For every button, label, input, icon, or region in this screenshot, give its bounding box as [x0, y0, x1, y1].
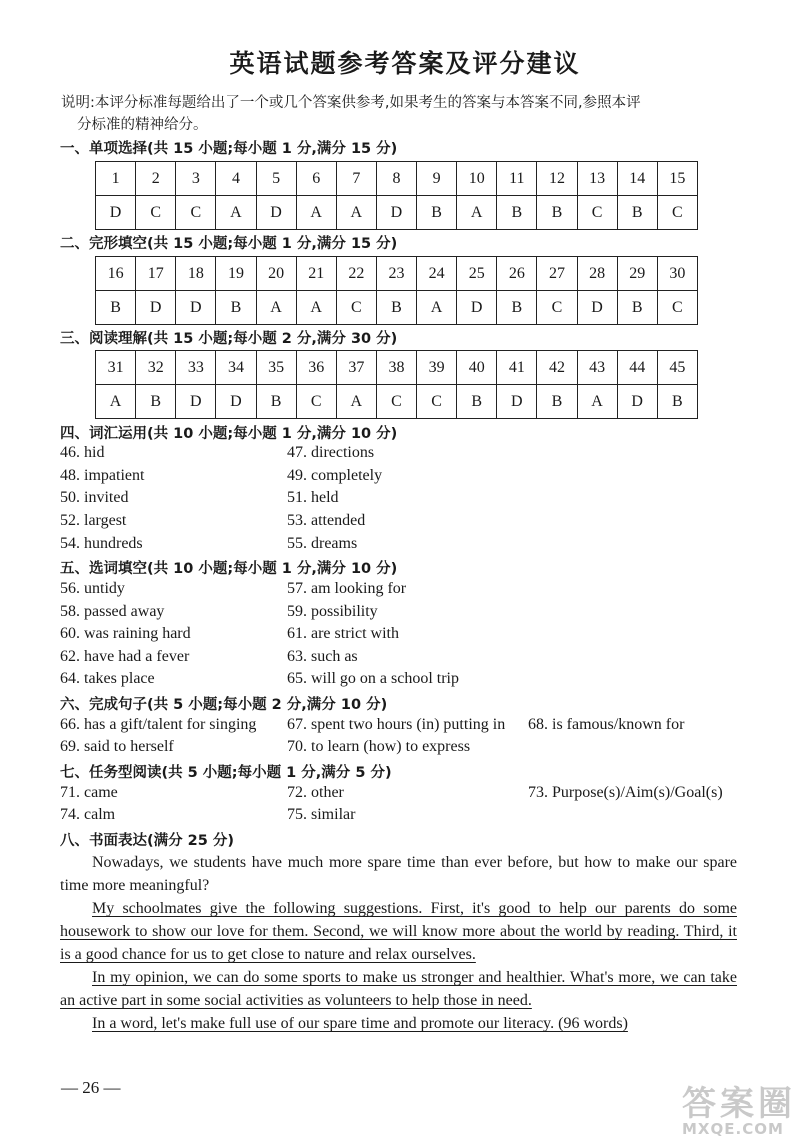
answer-cell: D: [96, 196, 136, 230]
answer-cell: A: [336, 196, 376, 230]
answer-cell: D: [136, 291, 176, 325]
answer-62: 62. have had a fever: [60, 648, 190, 665]
answer-65: 65. will go on a school trip: [287, 670, 459, 687]
answer-cell: A: [216, 196, 256, 230]
answer-cell: D: [617, 385, 657, 419]
question-number-cell: 39: [417, 351, 457, 385]
section3-number-row: [96, 351, 698, 385]
note-line-2: 分标准的精神给分。: [77, 117, 208, 133]
section7-heading: 七、任务型阅读(共 5 小题;每小题 1 分,满分 5 分): [60, 765, 392, 781]
question-number-cell: 4: [216, 162, 256, 196]
section6-heading: 六、完成句子(共 5 小题;每小题 2 分,满分 10 分): [60, 697, 388, 713]
answer-72: 72. other: [287, 784, 344, 801]
question-number-cell: 14: [617, 162, 657, 196]
question-number-cell: 28: [577, 257, 617, 291]
essay-paragraph-1: Nowadays, we students have much more spare time than ever before, but how to make our spare time more meaningful?: [60, 854, 737, 894]
answer-row: [60, 467, 760, 489]
answer-68: 68. is famous/known for: [528, 716, 685, 733]
section2-answer-table: [95, 256, 698, 325]
question-number-cell: 1: [96, 162, 136, 196]
question-number-cell: 36: [296, 351, 336, 385]
question-number-cell: 37: [336, 351, 376, 385]
answer-69: 69. said to herself: [60, 738, 174, 755]
answer-row: [60, 670, 760, 692]
answer-cell: C: [657, 291, 697, 325]
answer-cell: B: [617, 196, 657, 230]
answer-46: 46. hid: [60, 444, 105, 461]
question-number-cell: 12: [537, 162, 577, 196]
answer-row: [60, 489, 760, 511]
question-number-cell: 32: [136, 351, 176, 385]
section3-answer-table: [95, 350, 698, 419]
section4-heading: 四、词汇运用(共 10 小题;每小题 1 分,满分 10 分): [60, 426, 398, 442]
answer-cell: B: [457, 385, 497, 419]
question-number-cell: 13: [577, 162, 617, 196]
answer-59: 59. possibility: [287, 603, 378, 620]
answer-66: 66. has a gift/talent for singing: [60, 716, 257, 733]
question-number-cell: 9: [417, 162, 457, 196]
answer-row: [60, 444, 760, 466]
watermark-logo: [668, 1076, 798, 1138]
section2-number-row: [96, 257, 698, 291]
answer-54: 54. hundreds: [60, 535, 143, 552]
answer-row: [60, 738, 760, 760]
watermark-text: 答案圈: [682, 1084, 796, 1124]
answer-cell: D: [376, 196, 416, 230]
answer-cell: B: [497, 196, 537, 230]
answer-cell: A: [336, 385, 376, 419]
answer-row: [60, 784, 760, 806]
answer-48: 48. impatient: [60, 467, 145, 484]
answer-cell: A: [296, 196, 336, 230]
answer-cell: C: [296, 385, 336, 419]
answer-cell: C: [417, 385, 457, 419]
question-number-cell: 2: [136, 162, 176, 196]
answer-67: 67. spent two hours (in) putting in: [287, 716, 506, 733]
answer-53: 53. attended: [287, 512, 366, 529]
answer-cell: D: [457, 291, 497, 325]
answer-50: 50. invited: [60, 489, 129, 506]
section1-answer-table: [95, 161, 698, 230]
answer-52: 52. largest: [60, 512, 127, 529]
section5-heading: 五、选词填空(共 10 小题;每小题 1 分,满分 10 分): [60, 561, 398, 577]
question-number-cell: 20: [256, 257, 296, 291]
question-number-cell: 21: [296, 257, 336, 291]
essay-paragraph-4-text: In a word, let's make full use of our spare time and promote our literacy. (96 words): [92, 1015, 628, 1032]
answer-cell: C: [376, 385, 416, 419]
answer-cell: B: [417, 196, 457, 230]
answer-56: 56. untidy: [60, 580, 125, 597]
answer-64: 64. takes place: [60, 670, 155, 687]
answer-row: [60, 648, 760, 670]
question-number-cell: 40: [457, 351, 497, 385]
answer-cell: B: [136, 385, 176, 419]
answer-row: [60, 580, 760, 602]
question-number-cell: 5: [256, 162, 296, 196]
question-number-cell: 29: [617, 257, 657, 291]
question-number-cell: 30: [657, 257, 697, 291]
answer-57: 57. am looking for: [287, 580, 407, 597]
question-number-cell: 7: [336, 162, 376, 196]
essay-paragraph-3: [60, 966, 737, 1012]
section8-heading: 八、书面表达(满分 25 分): [60, 833, 235, 849]
question-number-cell: 10: [457, 162, 497, 196]
question-number-cell: 27: [537, 257, 577, 291]
question-number-cell: 19: [216, 257, 256, 291]
section3-heading: 三、阅读理解(共 15 小题;每小题 2 分,满分 30 分): [60, 331, 398, 347]
answer-cell: B: [376, 291, 416, 325]
question-number-cell: 42: [537, 351, 577, 385]
question-number-cell: 11: [497, 162, 537, 196]
question-number-cell: 33: [176, 351, 216, 385]
answer-49: 49. completely: [287, 467, 383, 484]
answer-cell: D: [176, 291, 216, 325]
answer-73: 73. Purpose(s)/Aim(s)/Goal(s): [528, 784, 723, 801]
answer-row: [60, 535, 760, 557]
question-number-cell: 6: [296, 162, 336, 196]
answer-cell: A: [457, 196, 497, 230]
essay-paragraph-2: [60, 897, 737, 966]
question-number-cell: 43: [577, 351, 617, 385]
answer-55: 55. dreams: [287, 535, 358, 552]
scoring-note: [61, 92, 751, 136]
page-number: — 26 —: [61, 1078, 121, 1097]
question-number-cell: 17: [136, 257, 176, 291]
question-number-cell: 18: [176, 257, 216, 291]
answer-70: 70. to learn (how) to express: [287, 738, 471, 755]
question-number-cell: 22: [336, 257, 376, 291]
answer-cell: A: [296, 291, 336, 325]
answer-63: 63. such as: [287, 648, 358, 665]
question-number-cell: 16: [96, 257, 136, 291]
question-number-cell: 23: [376, 257, 416, 291]
essay-paragraph-3-text: In my opinion, we can do some sports to make us stronger and healthier. What's more, we can take an active part in some social activities as volunteers to help those in need.: [60, 969, 737, 1009]
answer-row: [60, 603, 760, 625]
answer-cell: D: [216, 385, 256, 419]
answer-47: 47. directions: [287, 444, 375, 461]
answer-cell: B: [537, 196, 577, 230]
question-number-cell: 3: [176, 162, 216, 196]
answer-row: [60, 806, 760, 828]
answer-cell: B: [256, 385, 296, 419]
answer-cell: A: [577, 385, 617, 419]
question-number-cell: 44: [617, 351, 657, 385]
answer-60: 60. was raining hard: [60, 625, 191, 642]
section2-answer-row: [96, 291, 698, 325]
answer-cell: C: [577, 196, 617, 230]
section1-number-row: [96, 162, 698, 196]
question-number-cell: 24: [417, 257, 457, 291]
answer-74: 74. calm: [60, 806, 116, 823]
answer-row: [60, 716, 760, 738]
answer-cell: B: [537, 385, 577, 419]
answer-cell: C: [537, 291, 577, 325]
answer-61: 61. are strict with: [287, 625, 399, 642]
answer-cell: B: [617, 291, 657, 325]
answer-cell: B: [497, 291, 537, 325]
section1-heading: 一、单项选择(共 15 小题;每小题 1 分,满分 15 分): [60, 141, 398, 157]
answer-cell: A: [256, 291, 296, 325]
answer-75: 75. similar: [287, 806, 356, 823]
section3-answer-row: [96, 385, 698, 419]
essay-paragraph-4: [60, 1012, 737, 1035]
answer-cell: D: [497, 385, 537, 419]
answer-row: [60, 512, 760, 534]
answer-58: 58. passed away: [60, 603, 165, 620]
answer-cell: C: [136, 196, 176, 230]
page-title: 英语试题参考答案及评分建议: [229, 49, 581, 78]
answer-cell: C: [336, 291, 376, 325]
section2-heading: 二、完形填空(共 15 小题;每小题 1 分,满分 15 分): [60, 236, 398, 252]
question-number-cell: 31: [96, 351, 136, 385]
answer-cell: C: [657, 196, 697, 230]
answer-cell: A: [96, 385, 136, 419]
answer-cell: B: [657, 385, 697, 419]
answer-71: 71. came: [60, 784, 118, 801]
question-number-cell: 15: [657, 162, 697, 196]
answer-cell: B: [96, 291, 136, 325]
answer-cell: A: [417, 291, 457, 325]
model-essay: [60, 851, 737, 1035]
answer-cell: D: [577, 291, 617, 325]
answer-51: 51. held: [287, 489, 339, 506]
note-line-1: 说明:本评分标准每题给出了一个或几个答案供参考,如果考生的答案与本答案不同,参照本评: [61, 95, 641, 111]
question-number-cell: 26: [497, 257, 537, 291]
question-number-cell: 25: [457, 257, 497, 291]
answer-cell: D: [176, 385, 216, 419]
answer-row: [60, 625, 760, 647]
question-number-cell: 38: [376, 351, 416, 385]
watermark-url: MXQE.COM: [682, 1120, 784, 1138]
answer-cell: C: [176, 196, 216, 230]
essay-paragraph-2-text: My schoolmates give the following suggestions. First, it's good to help our parents do some housework to show our love for them. Second, we will know more about the world by reading. Third, it is a good chance for us to get close to nature and relax ourselves.: [60, 900, 737, 963]
question-number-cell: 35: [256, 351, 296, 385]
answer-cell: B: [216, 291, 256, 325]
question-number-cell: 8: [376, 162, 416, 196]
question-number-cell: 34: [216, 351, 256, 385]
question-number-cell: 41: [497, 351, 537, 385]
answer-cell: D: [256, 196, 296, 230]
section1-answer-row: [96, 196, 698, 230]
question-number-cell: 45: [657, 351, 697, 385]
